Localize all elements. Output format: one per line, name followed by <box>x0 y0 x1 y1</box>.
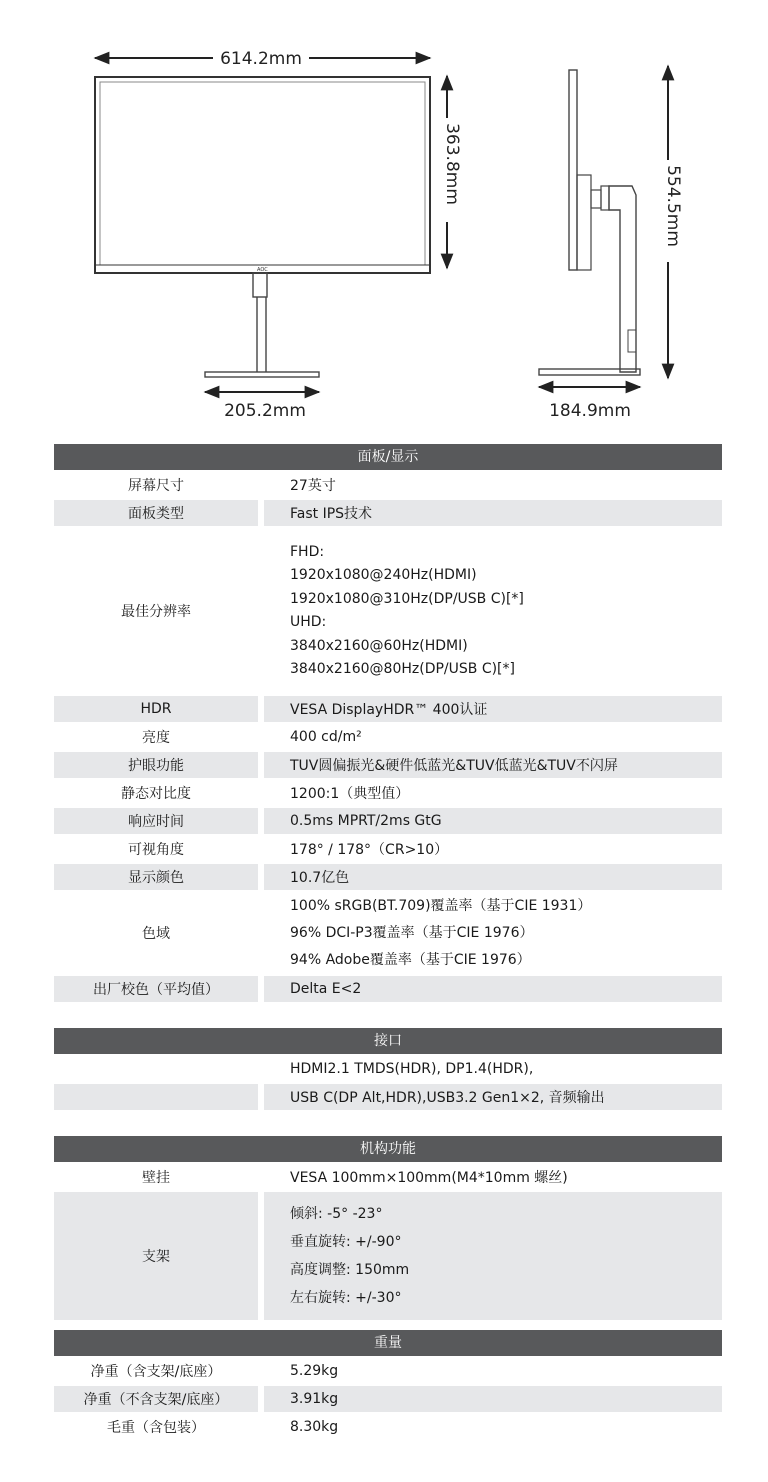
spec-value: 倾斜: -5° -23° 垂直旋转: +/-90° 高度调整: 150mm 左右旋转: +/-30° <box>264 1192 722 1320</box>
table-row <box>54 1386 722 1412</box>
spec-label: 最佳分辨率 <box>121 604 191 620</box>
total-height-label: 554.5mm <box>663 165 683 247</box>
spec-label: 响应时间 <box>54 808 258 834</box>
spec-label: 亮度 <box>142 730 170 746</box>
side-view <box>539 66 683 421</box>
width-label: 614.2mm <box>220 49 302 69</box>
spec-value: Fast IPS技术 <box>264 500 722 526</box>
table-row <box>54 864 722 890</box>
table-row <box>54 500 722 526</box>
spec-value: 1200:1（典型值） <box>290 786 410 802</box>
spec-value: FHD: 1920x1080@240Hz(HDMI) 1920x1080@310Hz(DP/USB C)[*] UHD: 3840x2160@60Hz(HDMI) 3840x2160@80Hz(DP/USB C)[*] <box>290 543 524 677</box>
table-row <box>54 472 722 498</box>
table-row <box>54 1056 722 1082</box>
section-header-mechanical: 机构功能 <box>54 1136 722 1162</box>
table-row <box>54 528 722 694</box>
section-header-weight: 重量 <box>54 1330 722 1356</box>
brand-logo: AOC <box>257 267 268 273</box>
table-row <box>54 1164 722 1190</box>
spec-value: 0.5ms MPRT/2ms GtG <box>264 808 722 834</box>
section-header-display: 面板/显示 <box>54 444 722 470</box>
spec-value: 400 cd/m² <box>290 729 362 745</box>
spec-label: 毛重（含包装） <box>107 1420 205 1436</box>
monitor-drawing <box>0 0 768 440</box>
spec-value: 100% sRGB(BT.709)覆盖率（基于CIE 1931） 96% DCI-P3覆盖率（基于CIE 1976） 94% Adobe覆盖率（基于CIE 1976） <box>290 897 592 968</box>
spec-value: 27英寸 <box>290 478 336 494</box>
front-view <box>95 49 462 421</box>
spec-label: 屏幕尺寸 <box>128 478 184 494</box>
table-row <box>54 724 722 750</box>
spec-label: 显示颜色 <box>54 864 258 890</box>
spec-value: 10.7亿色 <box>264 864 722 890</box>
spec-value: 8.30kg <box>290 1419 339 1435</box>
spec-label: 可视角度 <box>128 842 184 858</box>
spec-label: 护眼功能 <box>54 752 258 778</box>
spec-value: VESA DisplayHDR™ 400认证 <box>264 696 722 722</box>
table-row <box>54 1358 722 1384</box>
table-row <box>54 976 722 1002</box>
spec-value: USB C(DP Alt,HDR),USB3.2 Gen1×2, 音频输出 <box>264 1084 722 1110</box>
spec-value: 3.91kg <box>264 1386 722 1412</box>
spec-label: 静态对比度 <box>121 786 191 802</box>
spec-value: Delta E<2 <box>264 976 722 1002</box>
spec-label: 净重（含支架/底座） <box>90 1364 222 1380</box>
dimension-diagram <box>0 0 768 440</box>
spec-label: 壁挂 <box>142 1170 170 1186</box>
spec-value: VESA 100mm×100mm(M4*10mm 螺丝) <box>290 1170 568 1186</box>
base-depth-label: 184.9mm <box>549 401 631 421</box>
spec-value: 5.29kg <box>290 1363 339 1379</box>
table-row <box>54 836 722 862</box>
spec-label: 出厂校色（平均值） <box>54 976 258 1002</box>
section-header-interface: 接口 <box>54 1028 722 1054</box>
height-label: 363.8mm <box>442 123 462 205</box>
spec-label: 色域 <box>142 926 170 942</box>
table-row <box>54 892 722 974</box>
table-row <box>54 752 722 778</box>
table-row <box>54 1414 722 1440</box>
table-row <box>54 1084 722 1110</box>
spec-label <box>54 1056 258 1082</box>
base-width-label: 205.2mm <box>224 401 306 421</box>
spec-label: HDR <box>54 696 258 722</box>
table-row <box>54 696 722 722</box>
spec-label <box>54 1084 258 1110</box>
spec-label: 净重（不含支架/底座） <box>54 1386 258 1412</box>
table-row <box>54 808 722 834</box>
table-row <box>54 780 722 806</box>
spec-value: 178° / 178°（CR>10） <box>290 842 449 858</box>
spec-table <box>54 444 722 1440</box>
spec-label: 支架 <box>54 1192 258 1320</box>
table-row <box>54 1192 722 1320</box>
spec-label: 面板类型 <box>54 500 258 526</box>
spec-value: HDMI2.1 TMDS(HDR), DP1.4(HDR), <box>290 1061 534 1077</box>
spec-value: TUV圆偏振光&硬件低蓝光&TUV低蓝光&TUV不闪屏 <box>264 752 722 778</box>
